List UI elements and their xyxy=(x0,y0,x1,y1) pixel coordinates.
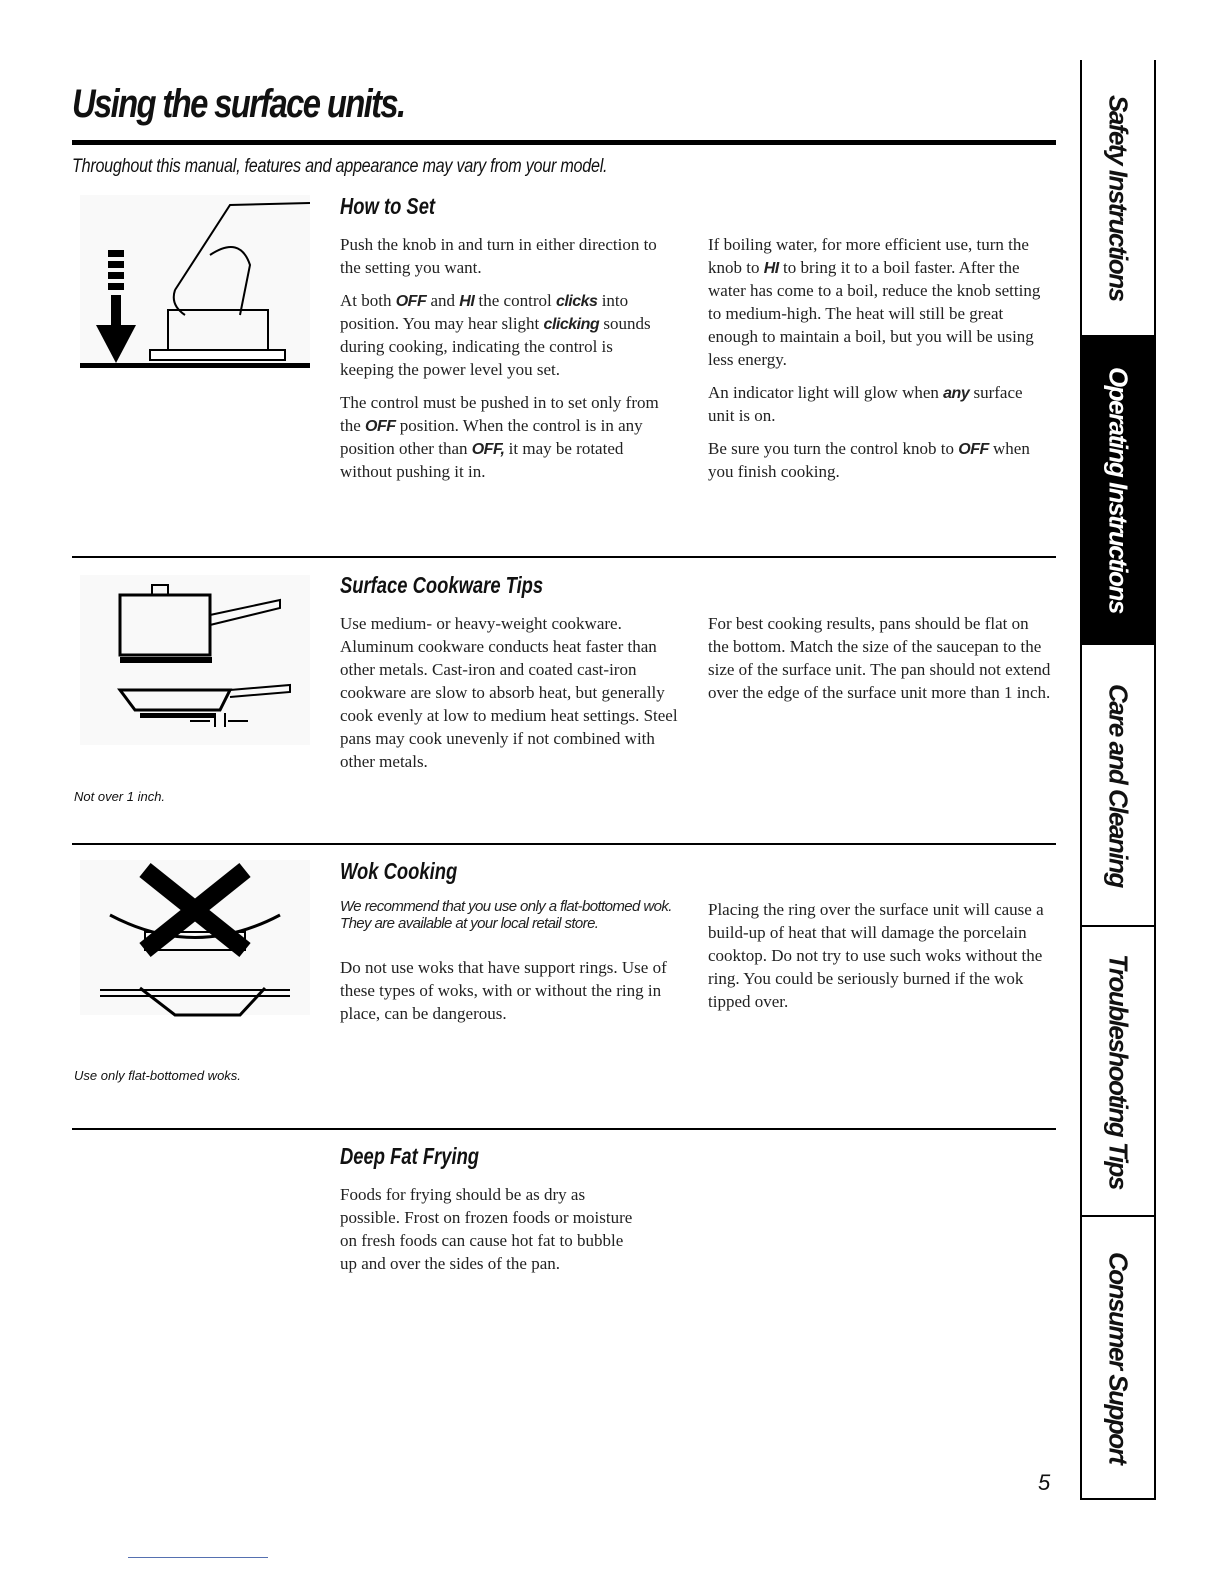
body-text: Be sure you turn the control knob to xyxy=(708,439,959,458)
body-text: Foods for frying should be as dry as possible. Frost on frozen foods or moisture on fresh foods can cause hot fat to bubble up and over the sides of the pan. xyxy=(340,1185,633,1273)
section-heading-how-to-set: How to Set xyxy=(340,193,436,219)
side-tab-label: Safety Instructions xyxy=(1103,94,1134,301)
body-text: the control xyxy=(474,291,556,310)
emphasis-text: clicking xyxy=(543,316,600,333)
body-text: when you finish cooking. xyxy=(708,439,1030,481)
section-divider xyxy=(72,1128,1056,1130)
section-divider xyxy=(72,556,1056,558)
body-text: Placing the ring over the surface unit will cause a build-up of heat that will damage the porcelain cooktop. Do not try to use such woks without the ring. You could be seriously burned if the wok tipped over. xyxy=(708,900,1044,1011)
title-rule xyxy=(72,140,1056,145)
section-heading-cookware: Surface Cookware Tips xyxy=(340,572,544,598)
emphasis-text: any xyxy=(943,385,970,402)
cookware-column-2 xyxy=(708,612,1053,714)
deep-fat-column-1 xyxy=(340,1183,640,1285)
body-text: position. When the control is in any position other than xyxy=(340,416,643,458)
paragraph xyxy=(708,233,1053,371)
side-tab-troubleshooting-tips[interactable] xyxy=(1082,927,1154,1217)
paragraph xyxy=(340,956,685,1025)
how-to-set-column-2 xyxy=(708,233,1053,493)
wok-illustration xyxy=(80,860,310,1020)
emphasis-text: OFF xyxy=(958,441,989,458)
body-text: Use medium- or heavy-weight cookware. Aluminum cookware conducts heat faster than other metals. Cast-iron and coated cast-iron cookware are slow to absorb heat, but generally cook evenly at low to medium heat settings. Steel pans may cook unevenly if not combined with other metals. xyxy=(340,614,678,771)
wok-column-1 xyxy=(340,956,685,1035)
wok-intro xyxy=(340,898,685,942)
emphasis-text: HI xyxy=(763,260,779,277)
paragraph xyxy=(340,612,685,773)
body-text: into position. You may hear slight xyxy=(340,291,629,333)
emphasis-text: OFF xyxy=(395,293,427,310)
knob-push-illustration xyxy=(80,195,310,375)
body-text: At both xyxy=(340,291,396,310)
cookware-column-1 xyxy=(340,612,685,783)
emphasis-text: HI xyxy=(459,293,475,310)
wok-column-2 xyxy=(708,898,1053,1023)
page-title: Using the surface units. xyxy=(72,82,405,126)
body-text: The control must be pushed in to set only from the xyxy=(340,393,659,435)
footer-line xyxy=(128,1557,268,1558)
body-text: and xyxy=(426,291,460,310)
body-text: An indicator light will glow when xyxy=(708,383,944,402)
side-tab-operating-instructions[interactable] xyxy=(1082,337,1154,645)
wok-intro-text: We recommend that you use only a flat-bottomed wok. They are available at your local retail store. xyxy=(340,898,672,932)
body-text: surface unit is on. xyxy=(708,383,1023,425)
page-number: 5 xyxy=(1038,1470,1051,1495)
page-subtitle: Throughout this manual, features and appearance may vary from your model. xyxy=(72,156,608,177)
paragraph xyxy=(708,898,1053,1013)
emphasis-text: clicks xyxy=(555,293,598,310)
side-tab-label: Consumer Support xyxy=(1103,1251,1134,1464)
side-tab-label: Troubleshooting Tips xyxy=(1103,953,1134,1189)
paragraph xyxy=(708,612,1053,704)
paragraph xyxy=(340,233,670,279)
body-text: For best cooking results, pans should be flat on the bottom. Match the size of the saucepan to the size of the surface unit. The pan should not extend over the edge of the surface unit more than 1 inch. xyxy=(708,614,1051,702)
section-heading-deep-fat-frying: Deep Fat Frying xyxy=(340,1143,480,1169)
section-divider xyxy=(72,843,1056,845)
cookware-illustration xyxy=(80,575,310,750)
paragraph xyxy=(708,381,1053,427)
body-text: sounds during cooking, indicating the control is keeping the power level you set. xyxy=(340,314,651,379)
paragraph xyxy=(340,391,670,483)
how-to-set-column-1 xyxy=(340,233,670,493)
emphasis-text: OFF, xyxy=(471,441,505,458)
body-text: Push the knob in and turn in either direction to the setting you want. xyxy=(340,235,657,277)
side-tab-nav xyxy=(1080,60,1156,1500)
side-tab-consumer-support[interactable] xyxy=(1082,1217,1154,1500)
section-heading-wok: Wok Cooking xyxy=(340,858,458,884)
side-tab-label: Operating Instructions xyxy=(1103,367,1134,613)
paragraph xyxy=(340,289,670,381)
paragraph xyxy=(340,1183,640,1275)
body-text: Do not use woks that have support rings. Use of these types of woks, with or without the ring in place, can be dangerous. xyxy=(340,958,667,1023)
paragraph xyxy=(708,437,1053,483)
side-tab-care-and-cleaning[interactable] xyxy=(1082,645,1154,927)
side-tab-safety-instructions[interactable] xyxy=(1082,60,1154,337)
body-text: it may be rotated without pushing it in. xyxy=(340,439,624,481)
body-text: If boiling water, for more efficient use, turn the knob to xyxy=(708,235,1029,277)
body-text: to bring it to a boil faster. After the water has come to a boil, reduce the knob setting to medium-high. The heat will still be great enough to maintain a boil, but you will be using less energy. xyxy=(708,258,1041,369)
side-tab-label: Care and Cleaning xyxy=(1103,683,1134,887)
emphasis-text: OFF xyxy=(365,418,396,435)
cookware-caption: Not over 1 inch. xyxy=(74,789,166,804)
wok-caption: Use only flat-bottomed woks. xyxy=(74,1068,241,1083)
